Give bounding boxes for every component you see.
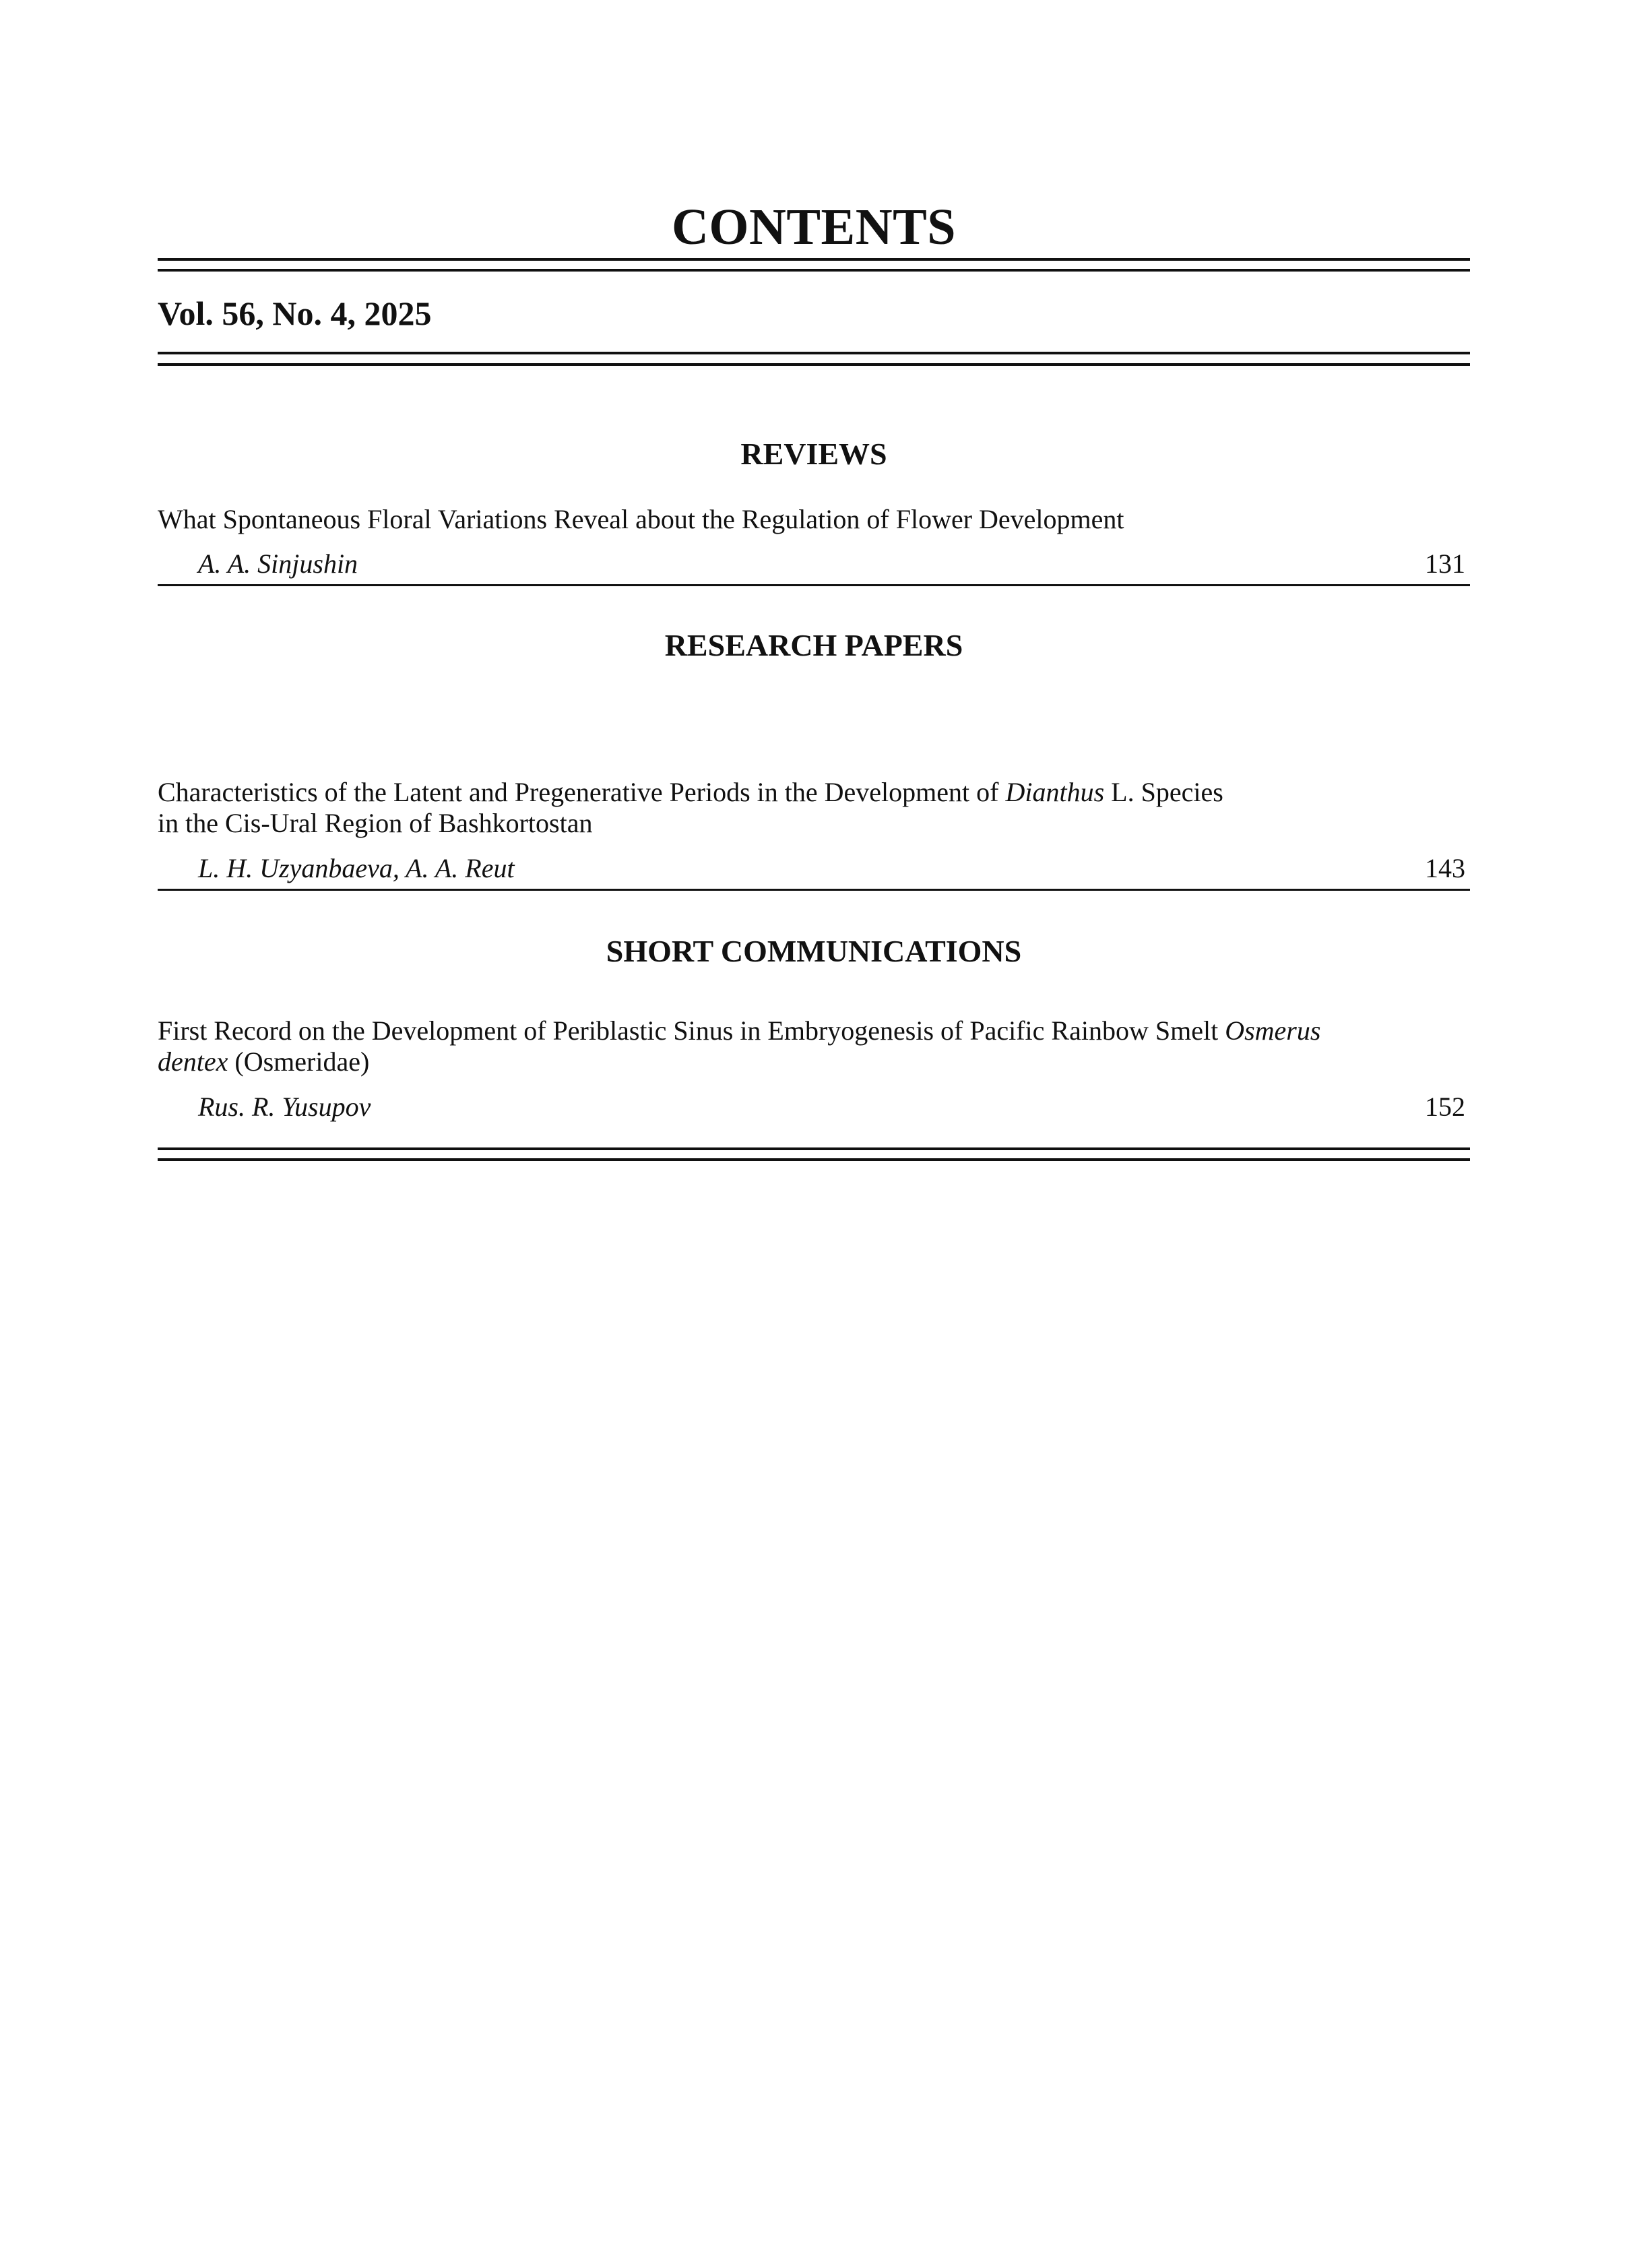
page-title: CONTENTS xyxy=(671,199,957,255)
section-heading-reviews: REVIEWS xyxy=(740,437,887,471)
volume-rule-bottom xyxy=(158,363,1470,366)
section-heading-short-communications: SHORT COMMUNICATIONS xyxy=(606,934,1022,968)
entry-title[interactable] xyxy=(158,1015,1438,1077)
footer-rule-bottom xyxy=(158,1158,1470,1161)
entry-separator xyxy=(158,889,1470,891)
entry-title[interactable] xyxy=(158,504,1438,535)
volume-label: Vol. 56, No. 4, 2025 xyxy=(158,294,432,332)
entry-title-text: What Spontaneous Floral Variations Reveal about the Regulation of Flower Development xyxy=(158,504,1124,534)
entry-title-text: (Osmeridae) xyxy=(228,1046,370,1077)
entry-authors: A. A. Sinjushin xyxy=(198,548,358,579)
entry-authors: Rus. R. Yusupov xyxy=(198,1092,371,1122)
entry-title-text: in the Cis-Ural Region of Bashkortostan xyxy=(158,808,593,838)
footer-rule-top xyxy=(158,1147,1470,1150)
entry-title[interactable] xyxy=(158,777,1438,839)
entry-title-genus: Osmerus xyxy=(1225,1015,1321,1046)
section-heading-research-papers: RESEARCH PAPERS xyxy=(664,628,963,662)
volume-rule-top xyxy=(158,352,1470,354)
title-rule-top xyxy=(158,258,1470,261)
entry-authors: L. H. Uzyanbaeva, A. A. Reut xyxy=(198,853,515,883)
entry-page-number[interactable]: 131 xyxy=(1425,548,1465,579)
entry-title-species: dentex xyxy=(158,1046,228,1077)
entry-page-number[interactable]: 152 xyxy=(1425,1092,1465,1122)
entry-title-text: Characteristics of the Latent and Pregenerative Periods in the Development of xyxy=(158,777,1006,807)
entry-separator xyxy=(158,584,1470,586)
entry-title-text: First Record on the Development of Periblastic Sinus in Embryogenesis of Pacific Rainbow Smelt xyxy=(158,1015,1225,1046)
entry-page-number[interactable]: 143 xyxy=(1425,853,1465,883)
entry-title-text: L. Species xyxy=(1104,777,1223,807)
entry-title-genus: Dianthus xyxy=(1005,777,1105,807)
title-rule-bottom xyxy=(158,269,1470,272)
